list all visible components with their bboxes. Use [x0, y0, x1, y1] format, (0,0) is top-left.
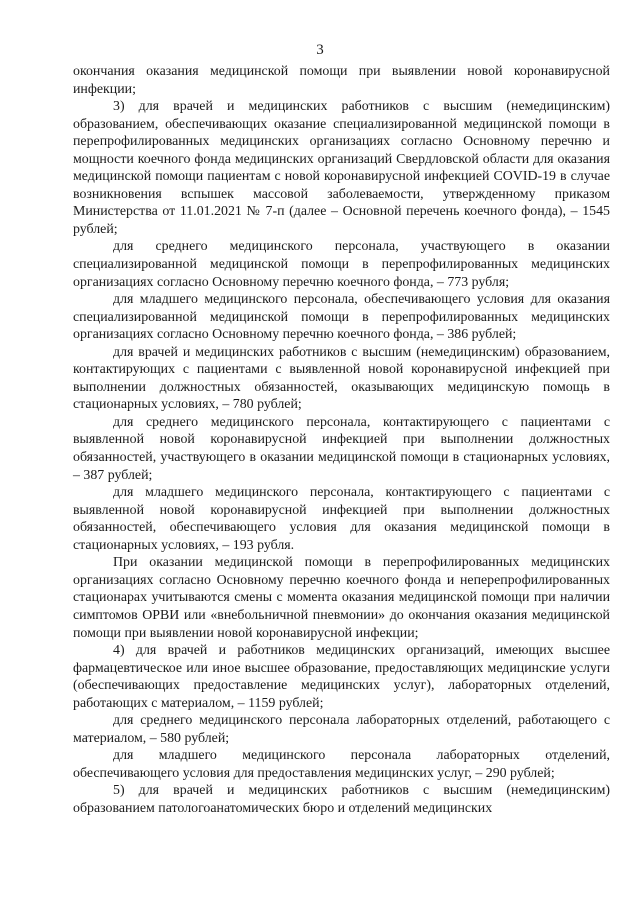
- shifts-note-paragraph: При оказании медицинской помощи в перепрофилированных медицинских организациях согласно Основному перечню коечного фонда и неперепрофилированных стационарах учитываются смены с момента оказания медицинской помощи при наличии симптомов ОРВИ или «внебольничной пневмонии» до окончания оказания медицинской помощи при выявлении новой коронавирусной инфекции;: [73, 555, 610, 641]
- item-3-doctors-paragraph: 3) для врачей и медицинских работников с высшим (немедицинским) образованием, обеспечивающих оказание специализированной медицинской помощи в перепрофилированных медицинских организациях согласно Основному перечню и мощности коечного фонда медицинских организаций Свердловской области для оказания медицинской помощи пациентам с новой коронавирусной инфекцией COVID-19 в случае возникновения вспышек массовой заболеваемости, утвержденному приказом Министерства от 11.01.2021 № 7-п (далее – Основной перечень коечного фонда), – 1545 рублей;: [73, 99, 610, 237]
- item-4-lab-mid-staff-paragraph: для среднего медицинского персонала лабораторных отделений, работающего с материалом, – 580 рублей;: [73, 713, 610, 746]
- item-3-contact-junior-staff-paragraph: для младшего медицинского персонала, контактирующего с пациентами с выявленной новой коронавирусной инфекцией при выполнении должностных обязанностей, обеспечивающего условия для оказания медицинской помощи в стационарных условиях, – 193 рубля.: [73, 485, 610, 553]
- item-4-lab-doctors-paragraph: 4) для врачей и работников медицинских организаций, имеющих высшее фармацевтическое или иное высшее образование, предоставляющих медицинские услуги (обеспечивающих предоставление медицинских услуг), лабораторных отделений, работающих с материалом, – 1159 рублей;: [73, 643, 610, 711]
- item-3-mid-staff-paragraph: для среднего медицинского персонала, участвующего в оказании специализированной медицинской помощи в перепрофилированных медицинских организациях согласно Основному перечню коечного фонда, – 773 рубля;: [73, 239, 610, 290]
- page-number: 3: [316, 42, 324, 58]
- document-body: [73, 63, 610, 818]
- item-4-lab-junior-staff-paragraph: для младшего медицинского персонала лабораторных отделений, обеспечивающего условия для предоставления медицинских услуг, – 290 рублей;: [73, 748, 610, 781]
- item-3-contact-mid-staff-paragraph: для среднего медицинского персонала, контактирующего с пациентами с выявленной новой коронавирусной инфекцией при выполнении должностных обязанностей, участвующего в оказании медицинской помощи в стационарных условиях, – 387 рублей;: [73, 414, 610, 483]
- continuation-paragraph: окончания оказания медицинской помощи при выявлении новой коронавирусной инфекции;: [73, 64, 610, 97]
- item-3-contact-doctors-paragraph: для врачей и медицинских работников с высшим (немедицинским) образованием, контактирующих с пациентами с выявленной новой коронавирусной инфекцией при выполнении должностных обязанностей, оказывающих медицинскую помощь в стационарных условиях, – 780 рублей;: [73, 344, 610, 413]
- item-5-pathology-paragraph: 5) для врачей и медицинских работников с высшим (немедицинским) образованием патологоанатомических бюро и отделений медицинских: [73, 783, 610, 816]
- item-3-junior-staff-paragraph: для младшего медицинского персонала, обеспечивающего условия для оказания специализированной медицинской помощи в перепрофилированных медицинских организациях согласно Основному перечню коечного фонда, – 386 рублей;: [73, 292, 610, 343]
